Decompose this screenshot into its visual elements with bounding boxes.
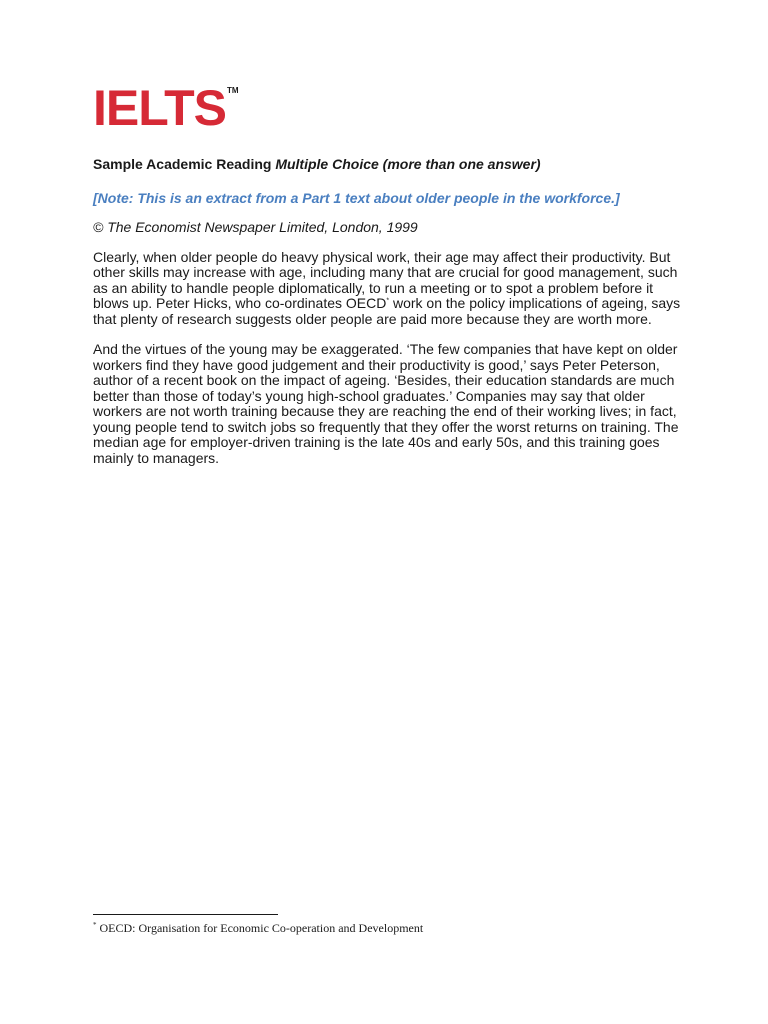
document-body <box>93 157 683 481</box>
footnote <box>93 921 423 935</box>
trademark-symbol: TM <box>226 86 239 95</box>
paragraph-1-start: Clearly, when older people do heavy physical work, their age may affect their productivity. But other skills may increase with age, including many that are crucial for good management, such as an ability to handle people diplomatically, to run a meeting or to spot a problem before it blows up. Peter Hicks, who co-ordinates OECD <box>93 248 678 311</box>
footnote-marker-bottom: * <box>93 921 97 929</box>
ielts-logo <box>93 80 239 136</box>
footnote-divider <box>93 914 278 915</box>
logo-text: IELTS <box>93 80 226 136</box>
paragraph-2: And the virtues of the young may be exaggerated. ‘The few companies that have kept on older workers find they have good judgement and their productivity is good,’ says Peter Peterson, author of a recent book on the impact of ageing. ‘Besides, their education standards are much better than those of today’s young high-school graduates.’ Companies may say that older workers are not worth training because they are reaching the end of their working lives; in fact, young people tend to switch jobs so frequently that they offer the worst returns on training. The median age for employer-driven training is the late 40s and early 50s, and this training goes mainly to managers. <box>93 341 679 466</box>
footnote-marker: * <box>386 297 390 305</box>
editor-note: [Note: This is an extract from a Part 1 text about older people in the workforce.] <box>93 189 620 206</box>
copyright-line: © The Economist Newspaper Limited, London, 1999 <box>93 219 418 235</box>
section-heading <box>93 157 683 173</box>
paragraph-1-end: work on the policy implications of ageing, says that plenty of research suggests older people are paid more because they are worth more. <box>93 295 681 327</box>
footnote-text: OECD: Organisation for Economic Co-operation and Development <box>96 921 424 935</box>
heading-regular: Sample Academic Reading <box>93 156 276 172</box>
paragraph-1 <box>93 250 683 328</box>
heading-italic: Multiple Choice (more than one answer) <box>275 156 541 172</box>
